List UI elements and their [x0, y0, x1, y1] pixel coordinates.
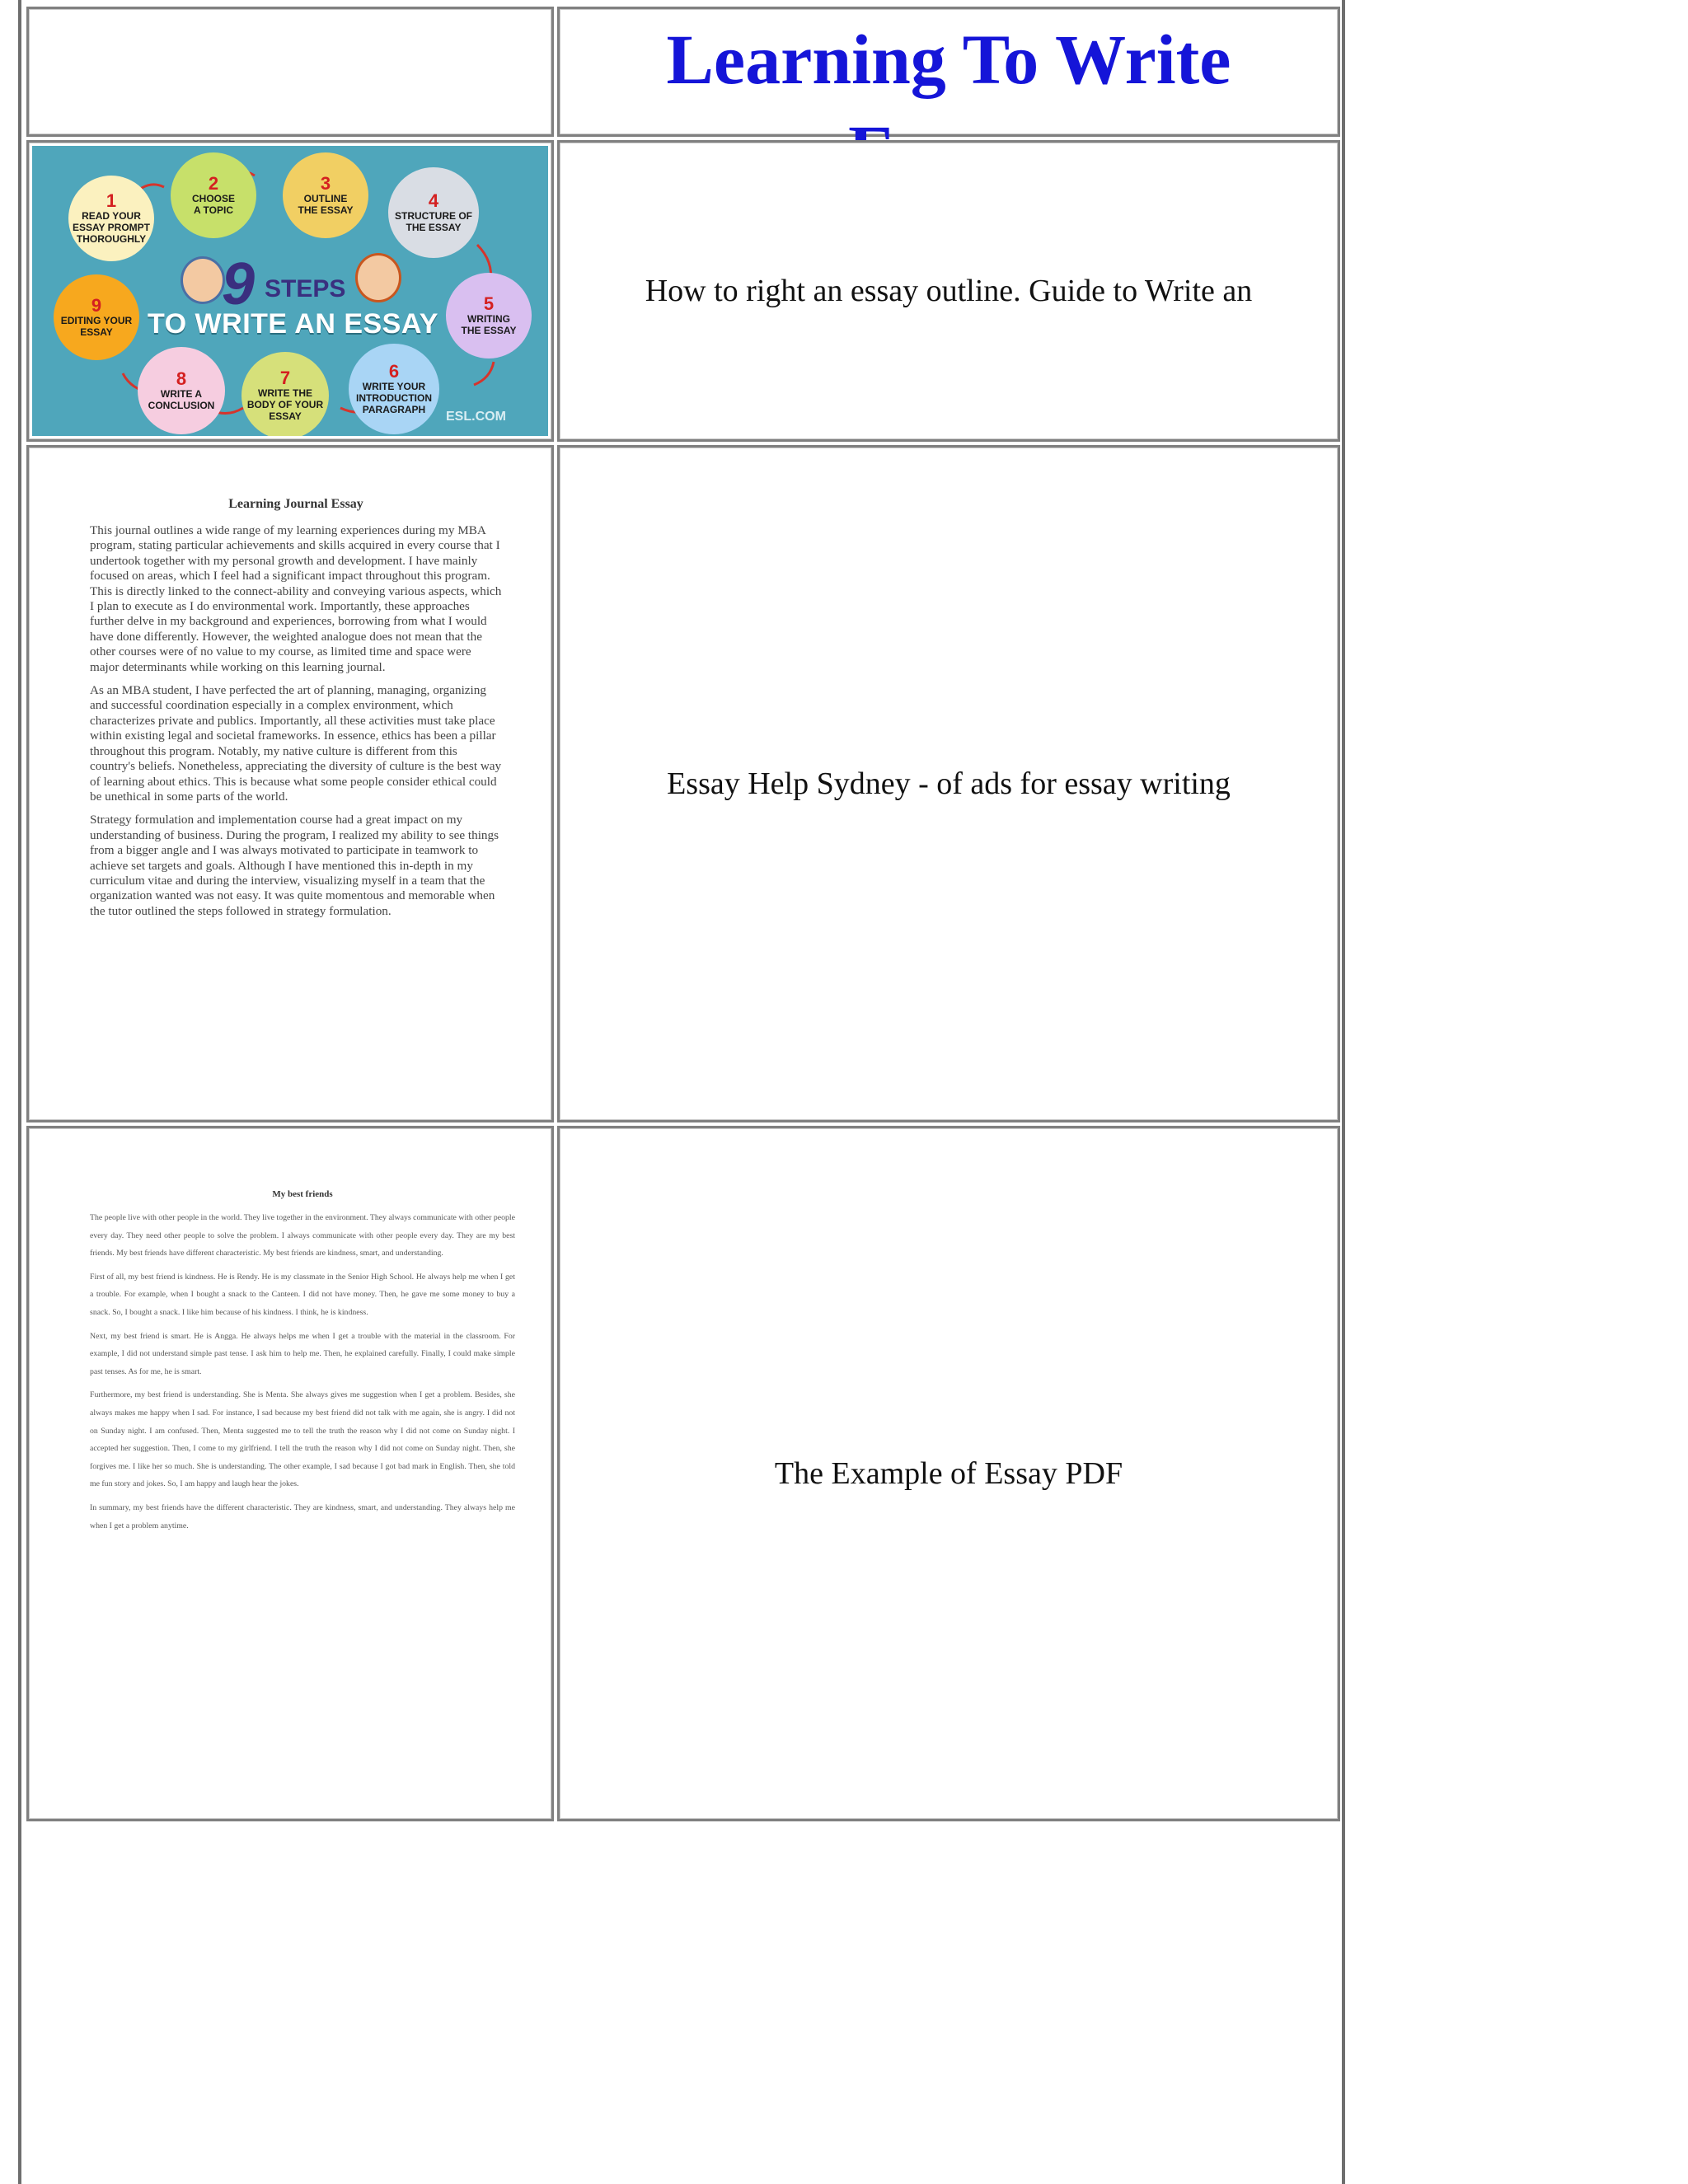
- infographic-cell: [26, 140, 554, 442]
- step-3-number: 3: [320, 173, 331, 194]
- step-2-bubble: [171, 152, 256, 238]
- caption-cell-3: [557, 1126, 1340, 1821]
- infographic-brand: ESL.COM: [446, 410, 506, 424]
- caption-cell-1: [557, 140, 1340, 442]
- step-6-number: 6: [388, 361, 400, 382]
- nine-steps-infographic-image[interactable]: [32, 146, 548, 436]
- caption-cell-2: [557, 445, 1340, 1122]
- step-5-bubble: [446, 273, 532, 359]
- step-7-bubble: [241, 352, 329, 436]
- step-8-bubble: [138, 347, 225, 434]
- page-title: Learning To Write: [666, 20, 1231, 99]
- header-empty-cell: [26, 7, 554, 137]
- friends-essay-paragraph: First of all, my best friend is kindness. He is Rendy. He is my classmate in the Senior High School. He always help me when I get a trouble. For example, when I bought a snack to the Canteen. I did not have money. Then, he gave me some money to buy a snack. So, I bought a snack. I like him because of his kindness. I think, he is kindness.: [90, 1272, 515, 1317]
- step-9-bubble: [54, 274, 139, 360]
- step-8-label: WRITE A CONCLUSION: [148, 388, 215, 411]
- step-8-number: 8: [176, 368, 187, 389]
- step-7-number: 7: [279, 368, 291, 388]
- caption-essay-example-pdf[interactable]: The Example of Essay PDF: [774, 1456, 1123, 1491]
- friends-essay-cell: [26, 1126, 554, 1821]
- step-1-number: 1: [106, 190, 117, 211]
- step-1-bubble: [68, 176, 154, 261]
- step-5-number: 5: [483, 293, 495, 314]
- header-title-cell: [557, 7, 1340, 137]
- step-9-number: 9: [91, 295, 102, 316]
- infographic-steps-word: STEPS: [265, 275, 346, 302]
- step-4-label: STRUCTURE OF THE ESSAY: [395, 210, 472, 233]
- journal-essay-paragraph: Strategy formulation and implementation course had a great impact on my understanding of business. During the program, I realized my ability to see things from a bigger angle and I was always motivated to participate in teamwork to achieve set targets and goals. Although I have mentioned this in-depth in my curriculum vitae and during the interview, visualizing myself in a team that the organization wanted was not easy. It was quite momentous and memorable when the tutor outlined the steps followed in strategy formulation.: [90, 813, 499, 918]
- journal-essay-paragraph: This journal outlines a wide range of my learning experiences during my MBA program, stating particular achievements and skills acquired in every course that I undertook together with my personal growth and development. I have mainly focused on areas, which I feel had a significant impact throughout this program. This is directly linked to the connect-ability and conveying various aspects, which I plan to execute as I do environmental work. Importantly, these approaches further delve in my background and experiences, borrowing from what I would have done differently. However, the weighted analogue does not mean that the other courses were of no value to my course, as limited time and space were major determinants while working on this learning journal.: [90, 523, 502, 674]
- friends-essay-paragraph: The people live with other people in the world. They live together in the environment. They always communicate with other people every day. They need other people to solve the problem. I always communicate with other people every day. They are my best friends. My best friends have different characteristic. My best friends are kindness, smart, and understanding.: [90, 1213, 515, 1258]
- step-4-bubble: [388, 167, 479, 258]
- step-2-number: 2: [208, 173, 219, 194]
- step-6-bubble: [349, 344, 439, 434]
- friends-essay-image[interactable]: [90, 1189, 515, 1540]
- infographic-nine: 9: [222, 251, 256, 317]
- infographic-heading: TO WRITE AN ESSAY: [148, 308, 438, 340]
- caption-essay-outline[interactable]: How to right an essay outline. Guide to Write an: [645, 274, 1253, 308]
- friends-essay-paragraph: Furthermore, my best friend is understanding. She is Menta. She always gives me suggestion when I get a problem. Besides, she always makes me happy when I sad. For instance, I sad because my best friend did not talk with me again, she is angry. I did not on Sunday night. I am confused. Then, Menta suggested me to tell the truth the reason why I did not come on Sunday night. I accepted her suggestion. Then, I come to my girlfriend. I tell the truth the reason why I did not come on Sunday night. Then, she forgives me. I like her so much. She is understanding. The other example, I sad because I got bad mark in English. Then, she told me fun story and jokes. So, I am happy and laugh hear the jokes.: [90, 1390, 515, 1489]
- journal-essay-image[interactable]: [90, 497, 502, 927]
- friends-essay-paragraph: Next, my best friend is smart. He is Angga. He always helps me when I get a trouble with the material in the classroom. For example, I did not understand simple past tense. I ask him to help me. Then, he explained carefully. Finally, I could make simple past tenses. As for me, he is smart.: [90, 1331, 515, 1376]
- step-2-label: CHOOSE A TOPIC: [191, 193, 235, 216]
- friends-essay-paragraph: In summary, my best friends have the different characteristic. They are kindness, smart, and understanding. They always help me when I get a problem anytime.: [90, 1502, 515, 1530]
- step-7-label: WRITE THE BODY OF YOUR ESSAY: [246, 387, 324, 422]
- boy-cartoon-icon: [181, 256, 225, 304]
- step-9-label: EDITING YOUR ESSAY: [60, 315, 133, 338]
- step-1-label: READ YOUR ESSAY PROMPT THOROUGHLY: [72, 210, 151, 245]
- step-6-label: WRITE YOUR INTRODUCTION PARAGRAPH: [356, 381, 432, 415]
- step-3-label: OUTLINE THE ESSAY: [298, 193, 354, 216]
- girl-cartoon-icon: [355, 253, 401, 302]
- journal-essay-title: Learning Journal Essay: [228, 497, 363, 511]
- step-4-number: 4: [428, 190, 439, 211]
- step-3-bubble: [283, 152, 368, 238]
- journal-essay-paragraph: As an MBA student, I have perfected the art of planning, managing, organizing and successful coordination especially in a complex environment, which characterizes private and publics. Importantly, all these activities must take place within existing legal and societal frameworks. In essence, ethics has been a pillar throughout this program. Notably, my native culture is different from this country's beliefs. Nonetheless, appreciating the diversity of culture is the best way of learning about ethics. This is because what some people consider ethical could be unethical in some parts of the world.: [90, 683, 502, 804]
- journal-essay-cell: [26, 445, 554, 1122]
- step-5-label: WRITING THE ESSAY: [461, 313, 517, 336]
- friends-essay-title: My best friends: [272, 1189, 333, 1199]
- caption-essay-help-sydney[interactable]: Essay Help Sydney - of ads for essay writing: [667, 766, 1231, 801]
